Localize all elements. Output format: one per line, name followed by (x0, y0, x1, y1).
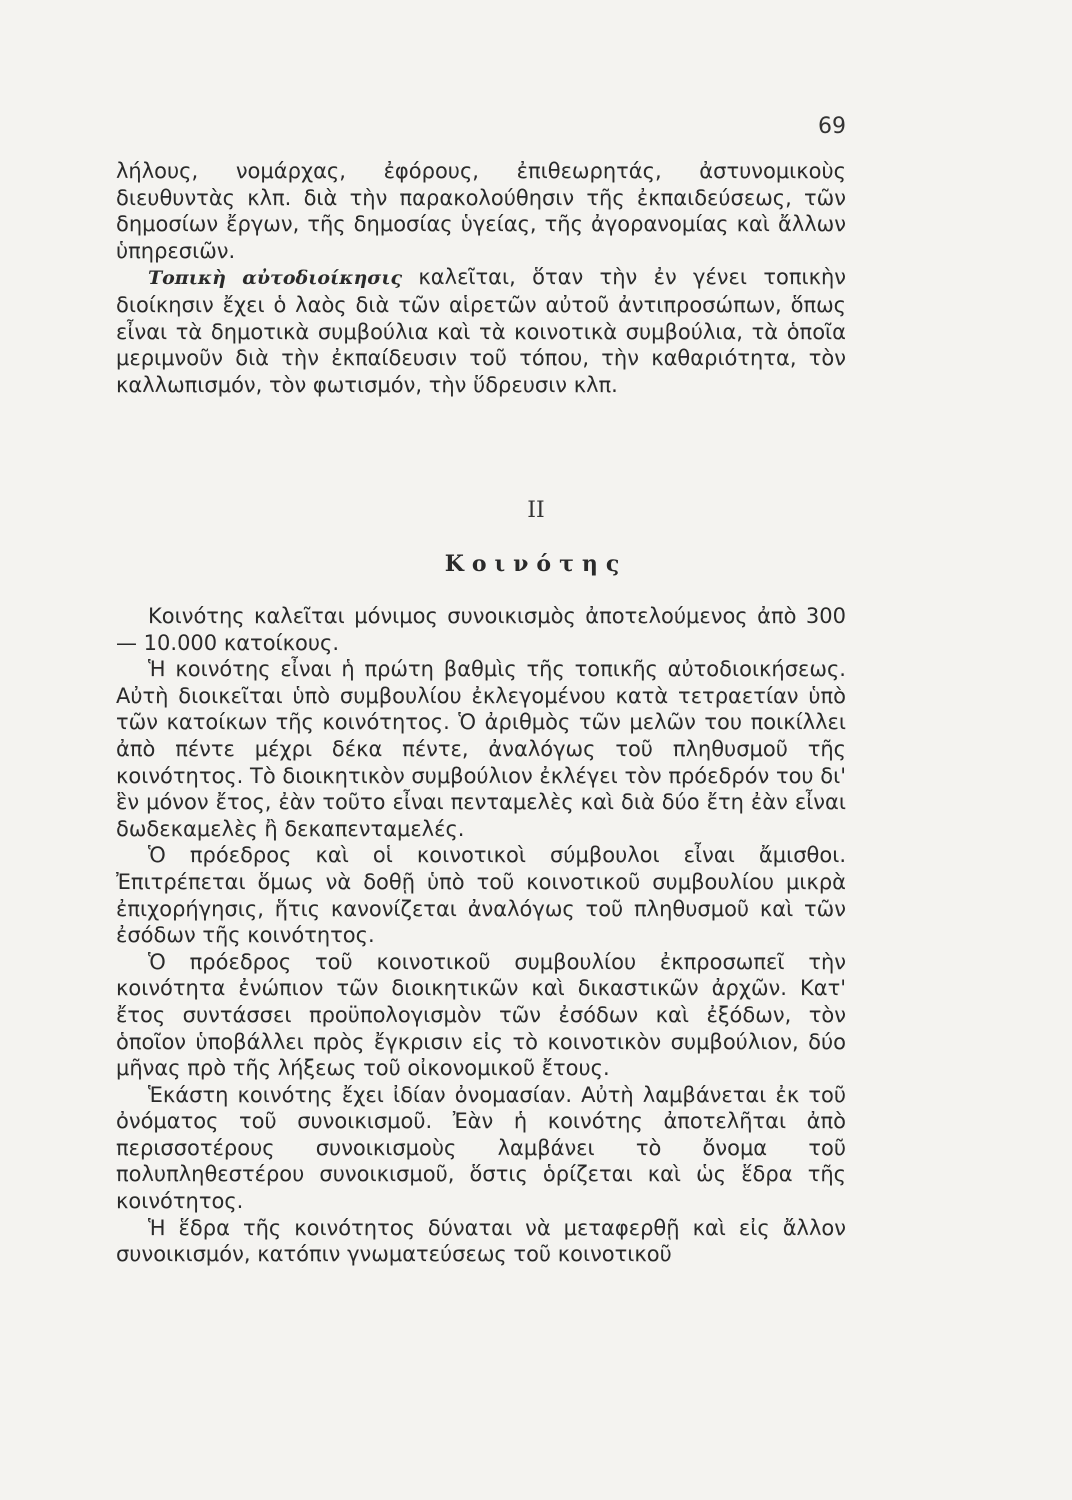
section-paragraph-5: Ἑκάστη κοινότης ἔχει ἰδίαν ὀνομασίαν. Αὐτὴ λαμβάνεται ἐκ τοῦ ὀνόματος τοῦ συνοικισμοῦ. Ἐὰν ἡ κοινότης ἀποτελῆται ἀπὸ περισσοτέρους συνοικισμοὺς λαμβάνει τὸ ὄνομα τοῦ πολυπληθεστέρου συνοικισμοῦ, ὅστις ὁρίζεται καὶ ὡς ἕδρα τῆς κοινότητος. (116, 1082, 846, 1214)
section-paragraph-6: Ἡ ἕδρα τῆς κοινότητος δύναται νὰ μεταφερθῇ καὶ εἰς ἄλλον συνοικισμόν, κατόπιν γνωματεύσεως τοῦ κοινοτικοῦ (116, 1215, 846, 1267)
section-paragraph-3: Ὁ πρόεδρος καὶ οἱ κοινοτικοὶ σύμβουλοι εἶναι ἄμισθοι. Ἐπιτρέπεται ὅμως νὰ δοθῇ ὑπὸ τοῦ κοινοτικοῦ συμβουλίου μικρὰ ἐπιχορήγησις, ἥτις κανονίζεται ἀναλόγως τοῦ πληθυσμοῦ καὶ τῶν ἐσόδων τῆς κοινότητος. (116, 843, 846, 948)
intro-paragraph-2 (116, 264, 846, 398)
local-self-government-term: Τοπικὴ αὐτοδιοίκησις (148, 267, 403, 290)
section-text (116, 603, 846, 1268)
intro-text (116, 158, 846, 398)
intro-paragraph-2-body: καλεῖται, ὅταν τὴν ἐν γένει τοπικὴν διοίκησιν ἔχει ὁ λαὸς διὰ τῶν αἱρετῶν αὐτοῦ ἀντιπροσώπων, ὅπως εἶναι τὰ δημοτικὰ συμβούλια καὶ τὰ κοινοτικὰ συμβούλια, τὰ ὁποῖα μεριμνοῦν διὰ τὴν ἐκπαίδευσιν τοῦ τόπου, τὴν καθαριότητα, τὸν καλλωπισμόν, τὸν φωτισμόν, τὴν ὕδρευσιν κλπ. (116, 265, 846, 397)
page-number: 69 (818, 114, 846, 139)
intro-paragraph-1: λήλους, νομάρχας, ἐφόρους, ἐπιθεωρητάς, ἀστυνομικοὺς διευθυντὰς κλπ. διὰ τὴν παρακολούθησιν τῆς ἐκπαιδεύσεως, τῶν δημοσίων ἔργων, τῆς δημοσίας ὑγείας, τῆς ἀγορανομίας καὶ ἄλλων ὑπηρεσιῶν. (116, 159, 846, 263)
section-paragraph-1: Κοινότης καλεῖται μόνιμος συνοικισμὸς ἀποτελούμενος ἀπὸ 300 — 10.000 κατοίκους. (116, 604, 846, 655)
section-heading: Κοινότης (444, 551, 628, 577)
section-numeral: ΙΙ (527, 498, 545, 523)
section-paragraph-4: Ὁ πρόεδρος τοῦ κοινοτικοῦ συμβουλίου ἐκπροσωπεῖ τὴν κοινότητα ἐνώπιον τῶν διοικητικῶν καὶ δικαστικῶν ἀρχῶν. Κατ' ἔτος συντάσσει προϋπολογισμὸν τῶν ἐσόδων καὶ ἐξόδων, τὸν ὁποῖον ὑποβάλλει πρὸς ἔγκρισιν εἰς τὸ κοινοτικὸν συμβούλιον, δύο μῆνας πρὸ τῆς λήξεως τοῦ οἰκονομικοῦ ἔτους. (116, 949, 846, 1081)
section-paragraph-2: Ἡ κοινότης εἶναι ἡ πρώτη βαθμὶς τῆς τοπικῆς αὐτοδιοικήσεως. Αὐτὴ διοικεῖται ὑπὸ συμβουλίου ἐκλεγομένου κατὰ τετραετίαν ὑπὸ τῶν κατοίκων τῆς κοινότητος. Ὁ ἀριθμὸς τῶν μελῶν του ποικίλλει ἀπὸ πέντε μέχρι δέκα πέντε, ἀναλόγως τοῦ πληθυσμοῦ τῆς κοινότητος. Τὸ διοικητικὸν συμβούλιον ἐκλέγει τὸν πρόεδρόν του δι' ἓν μόνον ἔτος, ἐὰν τοῦτο εἶναι πενταμελὲς καὶ διὰ δύο ἔτη ἐὰν εἶναι δωδεκαμελὲς ἢ δεκαπενταμελές. (116, 657, 846, 841)
